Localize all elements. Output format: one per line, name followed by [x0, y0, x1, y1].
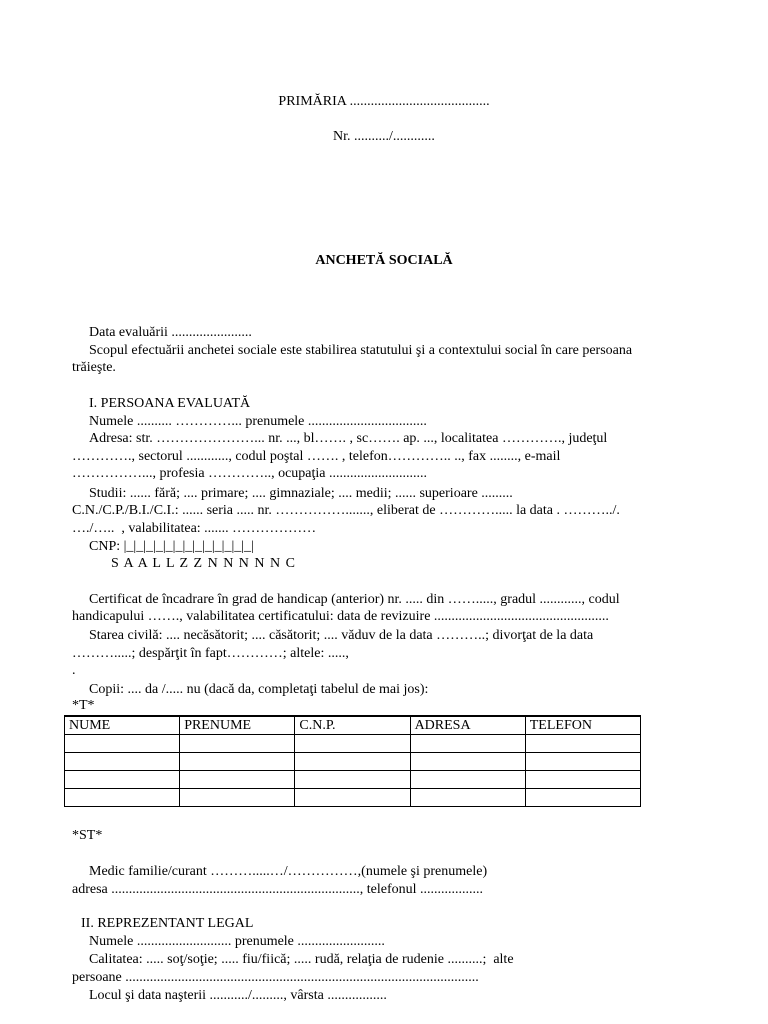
- document-number: Nr. ........../............: [333, 129, 435, 144]
- table-cell[interactable]: [525, 735, 640, 753]
- primaria-line: PRIMĂRIA ........................................: [278, 94, 490, 109]
- reprezentant-numele: Numele ........................... prenumele .........................: [89, 934, 385, 949]
- table-cell[interactable]: [410, 735, 525, 753]
- table-cell[interactable]: [180, 771, 295, 789]
- column-header-nume: NUME: [65, 716, 180, 735]
- table-cell[interactable]: [180, 753, 295, 771]
- table-row: [65, 753, 641, 771]
- table-cell[interactable]: [525, 771, 640, 789]
- valabilitate-line: …./….. , valabilitatea: ....... ………………: [72, 521, 317, 536]
- adresa-line: Adresa: str. …………………... nr. ..., bl……. , sc……. ap. ..., localitatea …………., judeţul: [89, 431, 608, 446]
- column-header-adresa: ADRESA: [410, 716, 525, 735]
- stare-civila-line-2: ……….....; despărţit în fapt…………; altele: .....,: [72, 646, 349, 661]
- calitatea-line-2: persoane .....................................................................................................: [72, 970, 479, 985]
- table-cell[interactable]: [410, 771, 525, 789]
- table-cell[interactable]: [525, 789, 640, 807]
- copii-line: Copii: .... da /..... nu (dacă da, completaţi tabelul de mai jos):: [89, 682, 429, 697]
- table-marker-t: *T*: [72, 698, 95, 713]
- section-2-heading: II. REPREZENTANT LEGAL: [81, 916, 254, 931]
- certificat-line-2: handicapului ……., valabilitatea certificatului: data de revizuire ..................................................: [72, 609, 609, 624]
- table-marker-st: *ST*: [72, 828, 103, 843]
- medic-line-1: Medic familie/curant ……….....…/……………,(numele şi prenumele): [89, 864, 488, 879]
- sector-line: …………., sectorul ............, codul poştal ……. , telefon………….. .., fax ........, e-mail: [72, 449, 561, 464]
- stare-civila-line-3: .: [72, 663, 76, 678]
- column-header-prenume: PRENUME: [180, 716, 295, 735]
- table-cell[interactable]: [295, 789, 410, 807]
- section-1-heading: I. PERSOANA EVALUATĂ: [89, 396, 251, 411]
- table-cell[interactable]: [295, 735, 410, 753]
- table-header-row: [65, 716, 641, 735]
- table-cell[interactable]: [180, 735, 295, 753]
- table-cell[interactable]: [410, 789, 525, 807]
- copii-table: [64, 715, 641, 807]
- column-header-telefon: TELEFON: [525, 716, 640, 735]
- table-cell[interactable]: [65, 753, 180, 771]
- table-cell[interactable]: [295, 753, 410, 771]
- column-header-cnp: C.N.P.: [295, 716, 410, 735]
- table-cell[interactable]: [525, 753, 640, 771]
- numele-line: Numele .......... …………... prenumele ..................................: [89, 414, 427, 429]
- table-cell[interactable]: [65, 771, 180, 789]
- certificat-line-1: Certificat de încadrare în grad de handicap (anterior) nr. ..... din ……....., gradul ............, codul: [89, 592, 620, 607]
- studii-line: Studii: ...... fără; .... primare; .... gimnaziale; .... medii; ...... superioare .........: [89, 486, 513, 501]
- table-row: [65, 735, 641, 753]
- table-row: [65, 789, 641, 807]
- medic-line-2: adresa ......................................................................., telefonul ..................: [72, 882, 484, 897]
- act-identitate-line: C.N./C.P./B.I./C.I.: ...... seria ..... nr. ……………......., eliberat de …………..... la data . ………../.: [72, 503, 620, 518]
- cnp-boxes: CNP: |_|_|_|_|_|_|_|_|_|_|_|_|_|: [89, 539, 254, 554]
- profesia-line: ……………..., profesia ………….., ocupaţia ............................: [72, 466, 428, 481]
- document-title: ANCHETĂ SOCIALĂ: [315, 253, 453, 268]
- table-cell[interactable]: [410, 753, 525, 771]
- table-cell[interactable]: [295, 771, 410, 789]
- data-evaluarii: Data evaluării .......................: [89, 325, 252, 340]
- stare-civila-line-1: Starea civilă: .... necăsătorit; .... căsătorit; .... văduv de la data ………..; divorţat de la data: [89, 628, 594, 643]
- scop-line-1: Scopul efectuării anchetei sociale este stabilirea statutului şi a contextului social în care persoana: [89, 343, 633, 358]
- scop-line-2: trăieşte.: [72, 360, 116, 375]
- locul-data-nasterii: Locul şi data naşterii .........../........., vârsta .................: [89, 988, 387, 1003]
- cnp-legend: S A A L L Z Z N N N N N C: [111, 556, 296, 571]
- table-cell[interactable]: [65, 735, 180, 753]
- table-cell[interactable]: [65, 789, 180, 807]
- table-cell[interactable]: [180, 789, 295, 807]
- table-row: [65, 771, 641, 789]
- calitatea-line-1: Calitatea: ..... soţ/soţie; ..... fiu/fiică; ..... rudă, relaţia de rudenie ..........; alte: [89, 952, 514, 967]
